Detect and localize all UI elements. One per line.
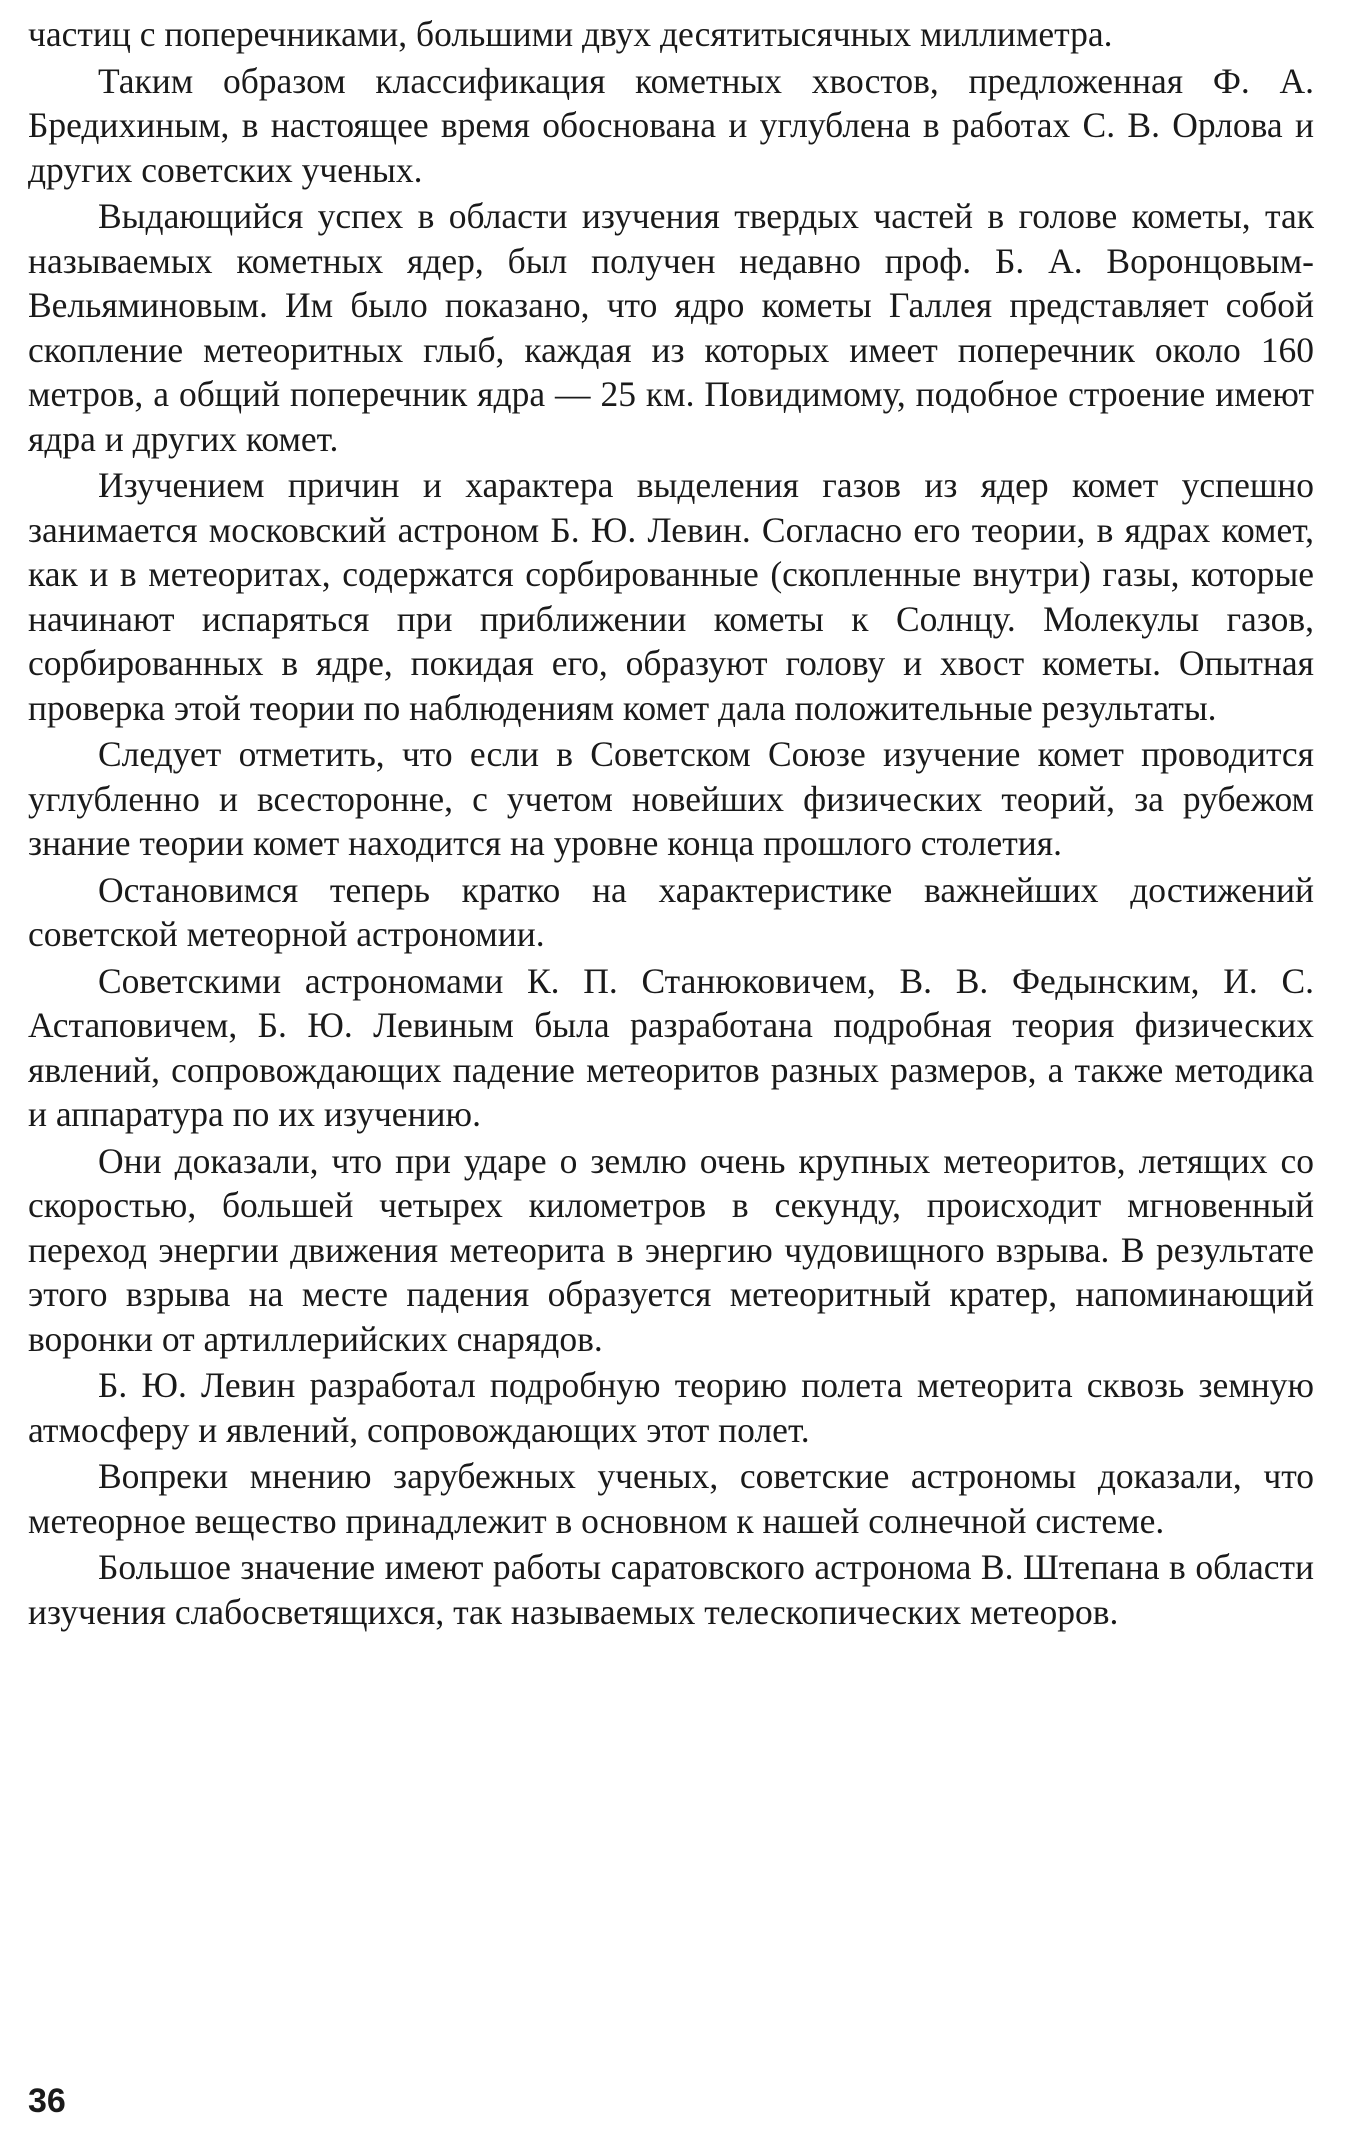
page-body <box>28 12 1314 1636</box>
paragraph-11: Большое значение имеют работы саратовского астронома В. Штепана в области изучения слабосветящихся, так называемых телескопических метеоров. <box>28 1547 1314 1632</box>
paragraph-5: Следует отметить, что если в Советском Союзе изучение комет проводится углубленно и всесторонне, с учетом новейших физических теорий, за рубежом знание теории комет находится на уровне конца прошлого столетия. <box>28 734 1314 863</box>
page-number: 36 <box>28 2082 66 2120</box>
paragraph-6: Остановимся теперь кратко на характеристике важнейших достижений советской метеорной астрономии. <box>28 869 1314 954</box>
paragraph-7: Советскими астрономами К. П. Станюковичем, В. В. Федынским, И. С. Астаповичем, Б. Ю. Левиным была разработана подробная теория физических явлений, сопровождающих падение метеоритов разных размеров, а также методика и аппаратура по их изучению. <box>28 960 1314 1134</box>
paragraph-2: Таким образом классификация кометных хвостов, предложенная Ф. А. Бредихиным, в настоящее время обоснована и углублена в работах С. В. Орлова и других советских ученых. <box>28 60 1314 190</box>
paragraph-1: частиц с поперечниками, большими двух десятитысячных миллиметра. <box>28 14 1113 54</box>
paragraph-4: Изучением причин и характера выделения газов из ядер комет успешно занимается московский астроном Б. Ю. Левин. Согласно его теории, в ядрах комет, как и в метеоритах, содержатся сорбированные (скопленные внутри) газы, которые начинают испаряться при приближении кометы к Солнцу. Молекулы газов, сорбированных в ядре, покидая его, образуют голову и хвост кометы. Опытная проверка этой теории по наблюдениям комет дала положительные результаты. <box>28 465 1314 728</box>
paragraph-10: Вопреки мнению зарубежных ученых, советские астрономы доказали, что метеорное вещество принадлежит в основном к нашей солнечной системе. <box>28 1456 1314 1541</box>
paragraph-8: Они доказали, что при ударе о землю очень крупных метеоритов, летящих со скоростью, большей четырех километров в секунду, происходит мгновенный переход энергии движения метеорита в энергию чудовищного взрыва. В результате этого взрыва на месте падения образуется метеоритный кратер, напоминающий воронки от артиллерийских снарядов. <box>28 1140 1314 1359</box>
paragraph-9: Б. Ю. Левин разработал подробную теорию полета метеорита сквозь земную атмосферу и явлений, сопровождающих этот полет. <box>28 1365 1314 1450</box>
paragraph-3: Выдающийся успех в области изучения твердых частей в голове кометы, так называемых кометных ядер, был получен недавно проф. Б. А. Воронцовым-Вельяминовым. Им было показано, что ядро кометы Галлея представляет собой скопление метеоритных глыб, каждая из которых имеет поперечник около 160 метров, а общий поперечник ядра — 25 км. Повидимому, подобное строение имеют ядра и других комет. <box>28 196 1314 459</box>
